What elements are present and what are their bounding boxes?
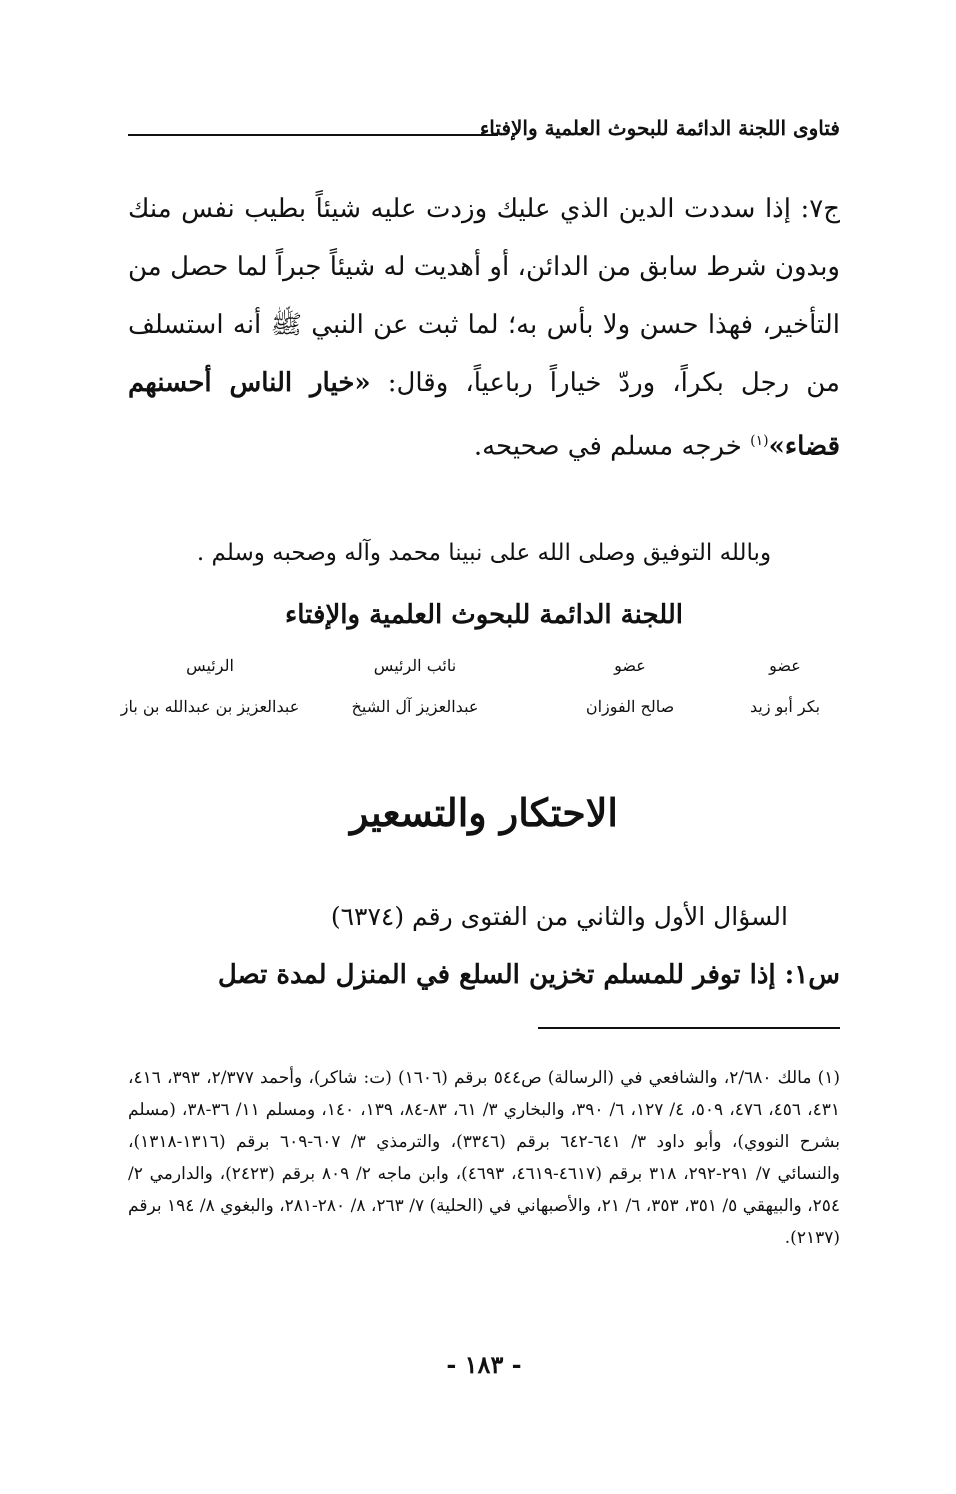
header-rule: [128, 134, 498, 136]
answer-text-part2: خرجه مسلم في صحيحه.: [473, 431, 751, 462]
answer-paragraph: [128, 180, 840, 476]
question-reference: السؤال الأول والثاني من الفتوى رقم (٦٣٧٤): [330, 902, 788, 931]
signatory-name: صالح الفوزان: [585, 697, 675, 716]
committee-name: اللجنة الدائمة للبحوث العلمية والإفتاء: [285, 600, 683, 630]
question-text: س١: إذا توفر للمسلم تخزين السلع في المنزل لمدة تصل: [217, 960, 840, 990]
signatory-names-row: [120, 697, 840, 723]
answer-text-part1: إذا سددت الدين الذي عليك وزدت عليه شيئاً بطيب نفس منك وبدون شرط سابق من الدائن، أو أهديت له شيئاً جبراً لما حصل من التأخير، فهذا حسن ولا بأس به؛ لما ثبت عن النبي ﷺ أنه استسلف من رجل بكراً، وردّ خياراً رباعياً، وقال:: [128, 194, 840, 398]
signatory-name: بكر أبو زيد: [749, 697, 821, 716]
signatory-roles-row: [128, 656, 840, 682]
page-header: [128, 116, 840, 150]
signatory-name: عبدالعزيز بن عبدالله بن باز: [120, 697, 300, 716]
footnote-rule: [538, 1027, 840, 1029]
signatory-role: نائب الرئيس: [373, 656, 457, 675]
answer-label: ج٧:: [800, 194, 840, 224]
signatory-role: عضو: [614, 656, 646, 675]
hadith-quote: «خيار الناس أحسنهم قضاء»: [128, 368, 840, 462]
footnote-ref[interactable]: (١): [750, 433, 769, 449]
page-number: - ١٨٣ -: [446, 1350, 522, 1379]
running-title: فتاوى اللجنة الدائمة للبحوث العلمية والإفتاء: [479, 116, 840, 140]
signatory-role: الرئيس: [186, 656, 234, 675]
footnote: (١) مالك ٢/٦٨٠، والشافعي في (الرسالة) ص٥٤٤ برقم (١٦٠٦) (ت: شاكر)، وأحمد ٢/٣٧٧، ٣٩٣، ٤١٦، ٤٣١، ٤٥٦، ٤٧٦، ٥٠٩، ٤/ ١٢٧، ٦/ ٣٩٠، والبخاري ٣/ ٦١، ٨٣-٨٤، ١٣٩، ١٤٠، ومسلم ١١/ ٣٦-٣٨، (مسلم بشرح النووي)، وأبو داود ٣/ ٦٤١-٦٤٢ برقم (٣٣٤٦)، والترمذي ٣/ ٦٠٧-٦٠٩ برقم (١٣١٦-١٣١٨)، والنسائي ٧/ ٢٩١-٢٩٢، ٣١٨ برقم (٤٦١٧-٤٦١٩، ٤٦٩٣)، وابن ماجه ٢/ ٨٠٩ برقم (٢٤٢٣)، والدارمي ٢/ ٢٥٤، والبيهقي ٥/ ٣٥١، ٣٥٣، ٦/ ٢١، والأصبهاني في (الحلية) ٧/ ٢٦٣، ٨/ ٢٨٠-٢٨١، والبغوي ٨/ ١٩٤ برقم (٢١٣٧).: [128, 1068, 841, 1248]
closing-line: وبالله التوفيق وصلى الله على نبينا محمد وآله وصحبه وسلم .: [196, 540, 772, 566]
section-title: الاحتكار والتسعير: [350, 790, 618, 835]
signatory-role: عضو: [769, 656, 801, 675]
signatory-name: عبدالعزيز آل الشيخ: [351, 697, 479, 716]
